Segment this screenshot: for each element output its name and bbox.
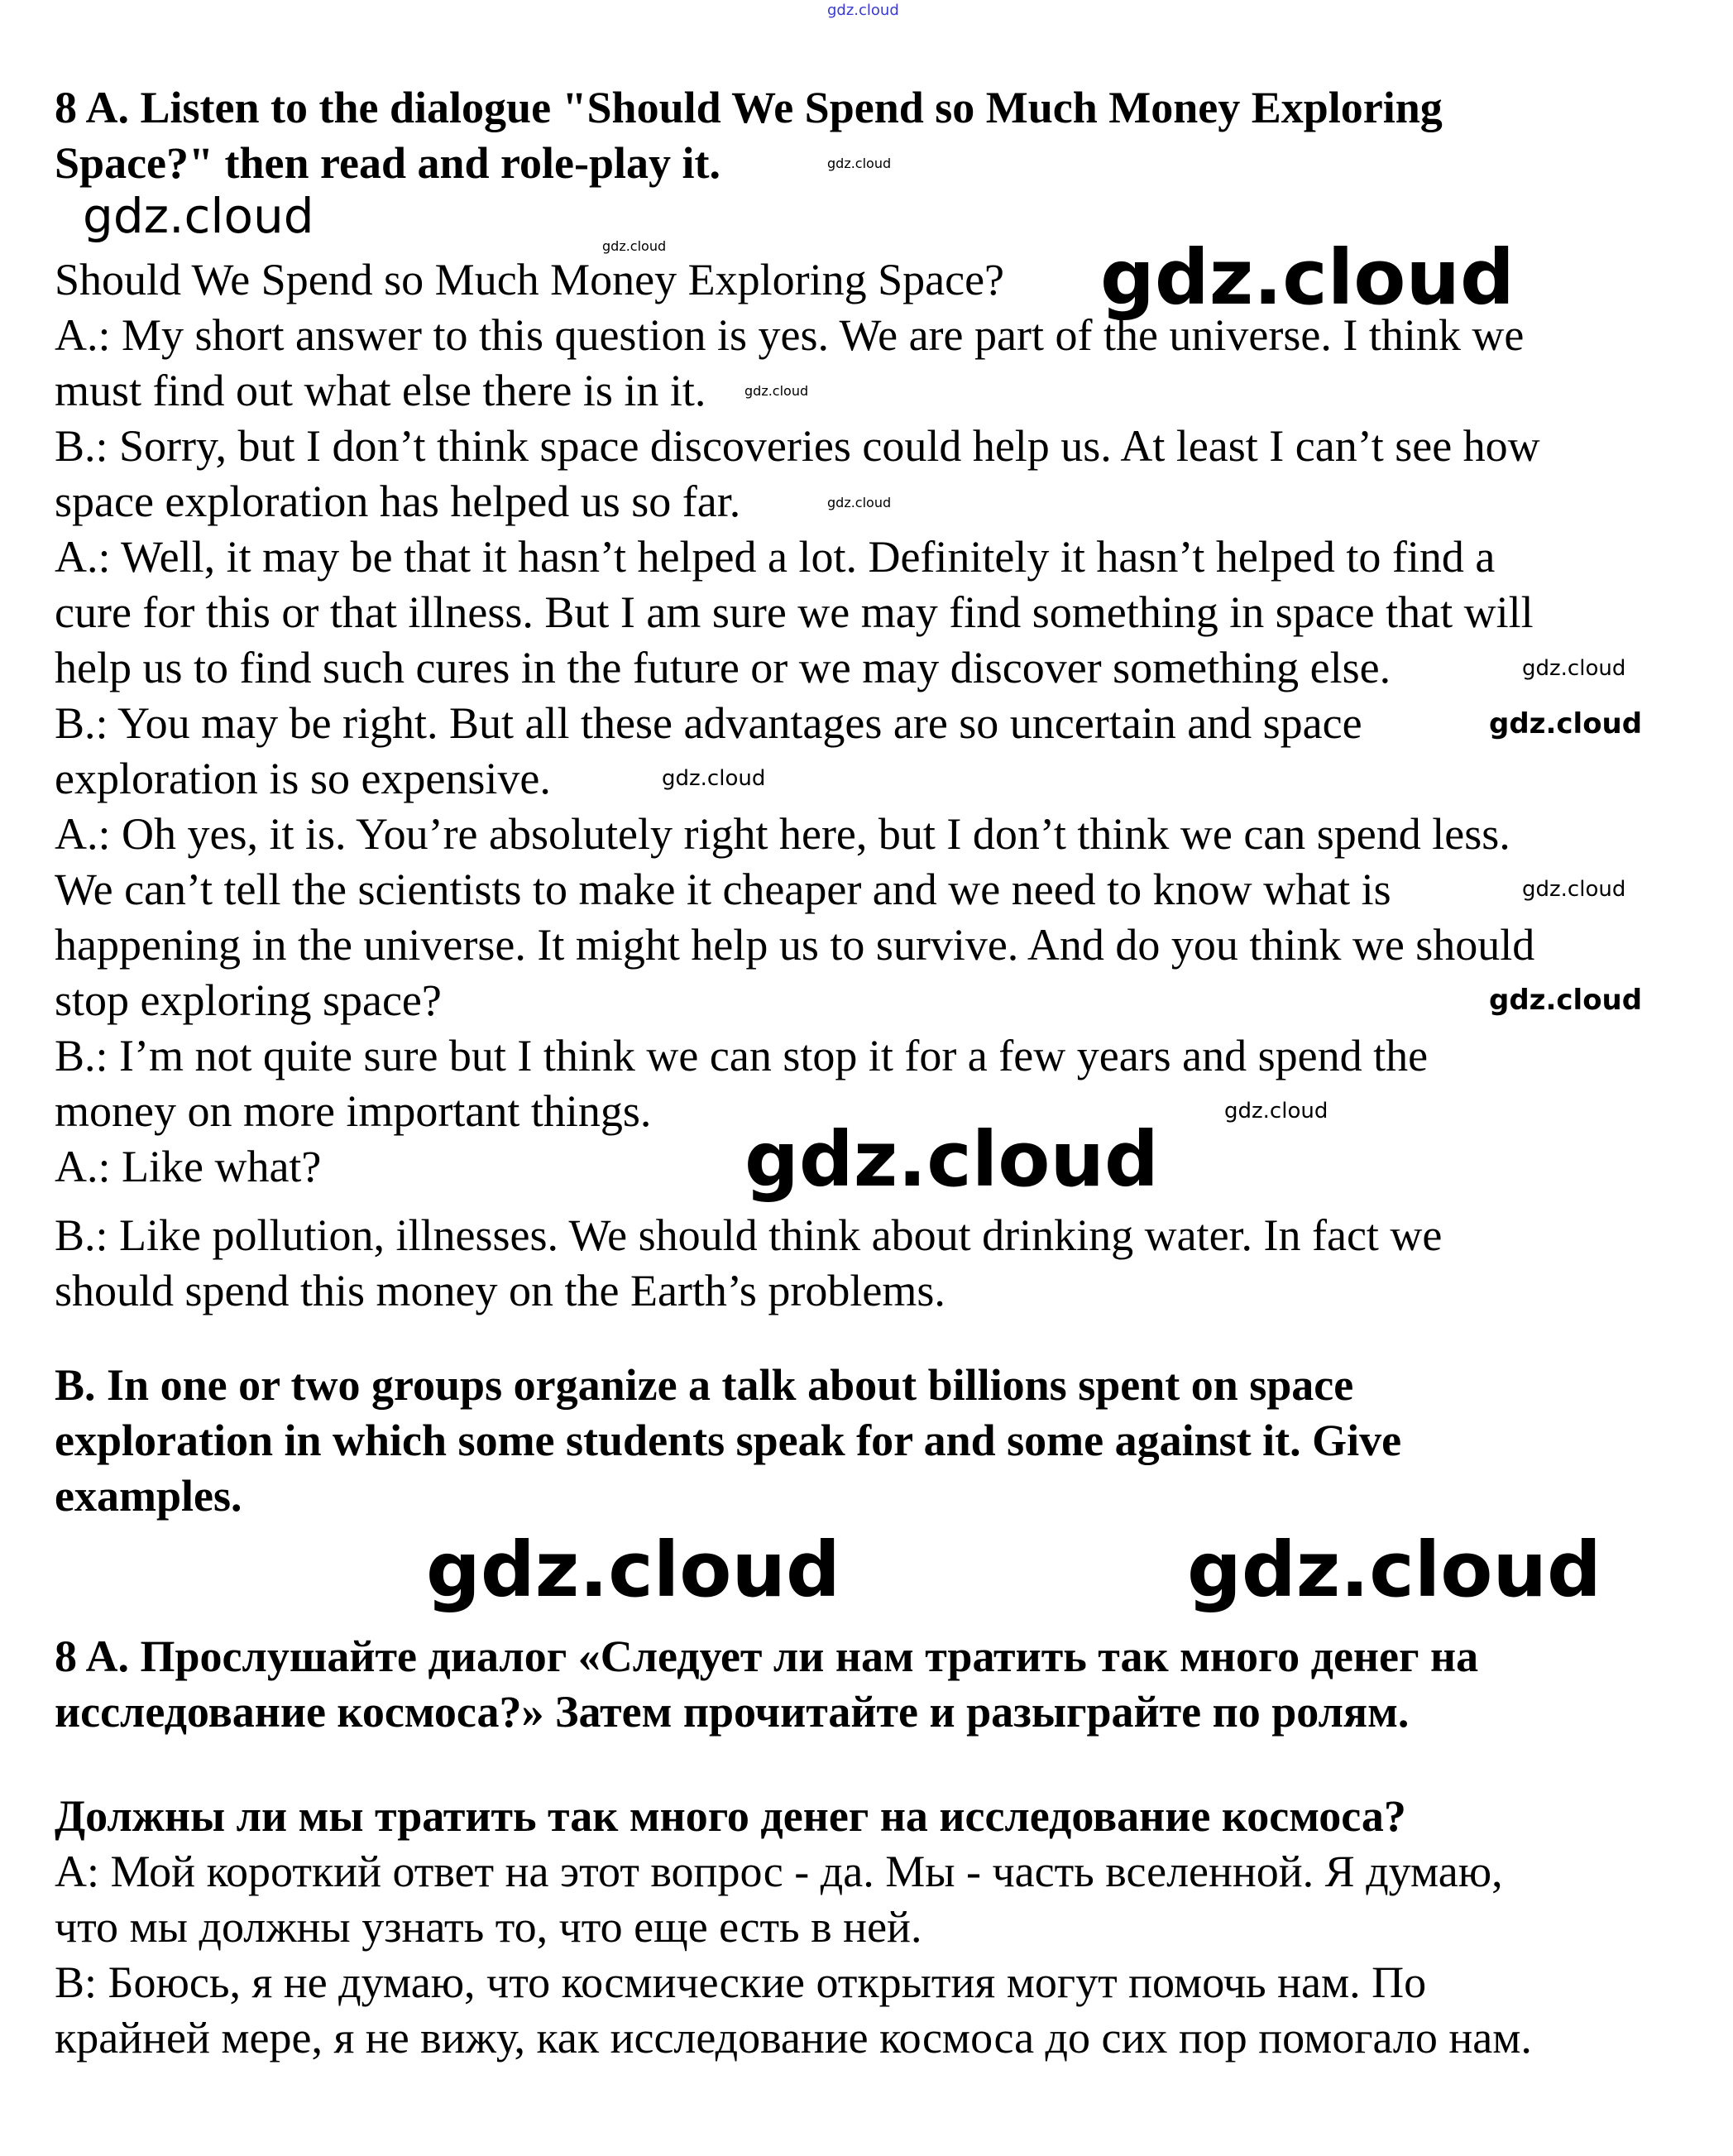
dialogue-line: space exploration has helped us so far.: [55, 477, 741, 526]
ru-dialogue-line: крайней мере, я не вижу, как исследование космоса до сих пор помогало нам.: [55, 2013, 1532, 2063]
dialogue-line: B.: Sorry, but I don’t think space discoveries could help us. At least I can’t see how: [55, 421, 1540, 471]
dialogue-line: A.: Well, it may be that it hasn’t helped a lot. Definitely it hasn’t helped to find a: [55, 532, 1496, 582]
watermark-large: gdz.cloud: [1100, 233, 1515, 322]
dialogue-line: happening in the universe. It might help us to survive. And do you think we should: [55, 920, 1535, 970]
dialogue-line: exploration is so expensive.: [55, 754, 551, 803]
ru-task-a-heading-line-2: исследование космоса?» Затем прочитайте и разыграйте по ролям.: [55, 1687, 1410, 1737]
task-a-heading-line-1: 8 A. Listen to the dialogue "Should We Spend so Much Money Exploring: [55, 83, 1443, 132]
watermark-tiny: gdz.cloud: [602, 238, 667, 254]
dialogue-line: B.: Like pollution, illnesses. We should think about drinking water. In fact we: [55, 1210, 1443, 1260]
task-b-line-1: B. In one or two groups organize a talk about billions spent on space: [55, 1360, 1354, 1410]
watermark-small: gdz.cloud: [1224, 1099, 1328, 1124]
watermark-small: gdz.cloud: [1522, 656, 1626, 681]
watermark-tiny: gdz.cloud: [827, 495, 892, 510]
dialogue-line: money on more important things.: [55, 1086, 652, 1136]
watermark-medium: gdz.cloud: [83, 188, 314, 244]
ru-dialogue-line: что мы должны узнать то, что еще есть в ней.: [55, 1902, 922, 1952]
task-b-line-2: exploration in which some students speak for and some against it. Give: [55, 1416, 1402, 1465]
watermark-top: gdz.cloud: [827, 2, 899, 19]
dialogue-line: help us to find such cures in the future or we may discover something else.: [55, 643, 1391, 692]
task-a-heading-line-2: Space?" then read and role-play it.: [55, 138, 721, 188]
dialogue-line: cure for this or that illness. But I am sure we may find something in space that will: [55, 587, 1534, 637]
watermark-tiny: gdz.cloud: [827, 156, 892, 171]
watermark-small: gdz.cloud: [1522, 877, 1626, 902]
watermark-large: gdz.cloud: [426, 1526, 840, 1614]
ru-dialogue-line: А: Мой короткий ответ на этот вопрос - да. Мы - часть вселенной. Я думаю,: [55, 1847, 1503, 1896]
watermark-large: gdz.cloud: [744, 1115, 1159, 1204]
dialogue-line: A.: Oh yes, it is. You’re absolutely right here, but I don’t think we can spend less.: [55, 809, 1510, 859]
dialogue-line: must find out what else there is in it.: [55, 366, 706, 415]
ru-dialogue-line: В: Боюсь, я не думаю, что космические открытия могут помочь нам. По: [55, 1957, 1427, 2007]
watermark-tiny: gdz.cloud: [744, 383, 809, 399]
watermark-small-bold: gdz.cloud: [1489, 707, 1643, 740]
watermark-large: gdz.cloud: [1187, 1526, 1601, 1614]
ru-task-a-heading-line-1: 8 A. Прослушайте диалог «Следует ли нам тратить так много денег на: [55, 1631, 1479, 1681]
dialogue-line: A.: Like what?: [55, 1142, 322, 1191]
ru-dialogue-title: Должны ли мы тратить так много денег на исследование космоса?: [55, 1791, 1406, 1841]
dialogue-line: stop exploring space?: [55, 975, 442, 1025]
dialogue-line: We can’t tell the scientists to make it cheaper and we need to know what is: [55, 865, 1391, 914]
watermark-small: gdz.cloud: [662, 766, 766, 791]
watermark-small-bold: gdz.cloud: [1489, 984, 1643, 1017]
dialogue-title: Should We Spend so Much Money Exploring Space?: [55, 255, 1005, 304]
dialogue-line: B.: I’m not quite sure but I think we can stop it for a few years and spend the: [55, 1031, 1429, 1080]
dialogue-line: B.: You may be right. But all these advantages are so uncertain and space: [55, 698, 1362, 748]
dialogue-line: A.: My short answer to this question is yes. We are part of the universe. I think we: [55, 310, 1525, 360]
task-b-line-3: examples.: [55, 1471, 242, 1521]
dialogue-line: should spend this money on the Earth’s problems.: [55, 1266, 945, 1315]
